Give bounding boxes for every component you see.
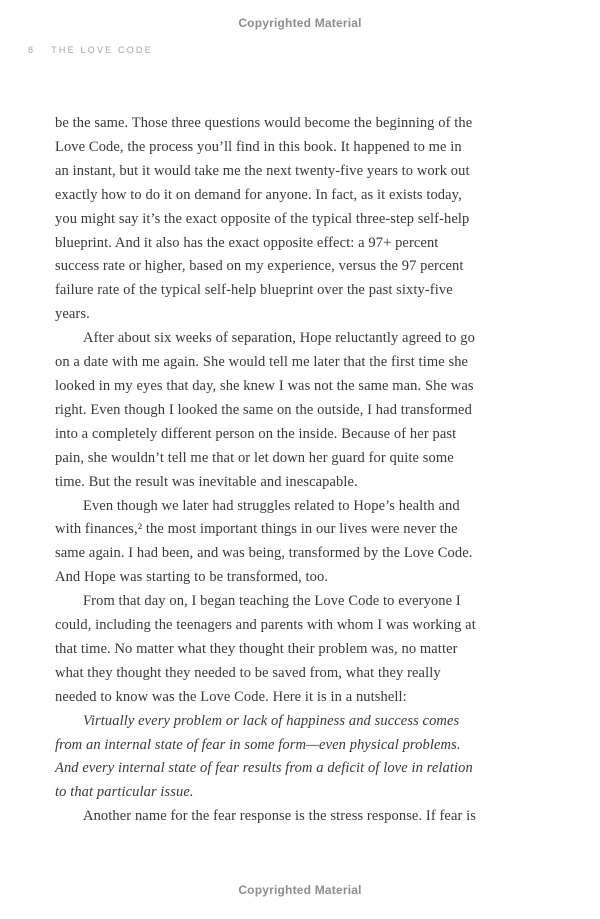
text-line: right. Even though I looked the same on the outside, I had transformed: [55, 401, 472, 418]
copyright-notice-top: Copyrighted Material: [238, 16, 362, 30]
text-line: Another name for the fear response is the stress response. If fear is: [83, 808, 477, 825]
text-line: into a completely different person on the inside. Because of her past: [55, 425, 457, 442]
body-text: [55, 112, 507, 829]
text-line: years.: [55, 306, 90, 323]
page-number: 8: [28, 45, 36, 55]
text-line: could, including the teenagers and parents with whom I was working at: [55, 617, 476, 634]
text-line: failure rate of the typical self-help blueprint over the past sixty-five: [55, 282, 453, 299]
text-line: from an internal state of fear in some form—even physical problems.: [55, 736, 461, 753]
paragraph: [55, 805, 507, 829]
text-line: needed to know was the Love Code. Here it is in a nutshell:: [55, 688, 407, 705]
text-line: with finances,² the most important things in our lives were never the: [55, 521, 458, 538]
running-header: [28, 45, 153, 55]
text-line: exactly how to do it on demand for anyone. In fact, as it exists today,: [55, 186, 462, 203]
text-line: you might say it’s the exact opposite of the typical three-step self-help: [55, 210, 470, 227]
text-line: From that day on, I began teaching the Love Code to everyone I: [83, 593, 461, 610]
text-line: same again. I had been, and was being, transformed by the Love Code.: [55, 545, 473, 562]
text-line: And Hope was starting to be transformed, too.: [55, 569, 329, 586]
text-line: that time. No matter what they thought their problem was, no matter: [55, 640, 458, 657]
text-line: blueprint. And it also has the exact opposite effect: a 97+ percent: [55, 234, 439, 251]
text-line: what they thought they needed to be saved from, what they really: [55, 664, 441, 681]
paragraph: [55, 495, 507, 591]
paragraph: [55, 590, 507, 710]
text-line: to that particular issue.: [55, 784, 194, 801]
text-line: Even though we later had struggles related to Hope’s health and: [83, 497, 460, 514]
text-line: success rate or higher, based on my experience, versus the 97 percent: [55, 258, 464, 275]
text-line: time. But the result was inevitable and inescapable.: [55, 473, 358, 490]
text-line: And every internal state of fear results from a deficit of love in relation: [55, 760, 473, 777]
text-line: After about six weeks of separation, Hope reluctantly agreed to go: [83, 330, 475, 347]
text-line: Virtually every problem or lack of happiness and success comes: [83, 712, 460, 729]
book-title: THE LOVE CODE: [51, 45, 153, 55]
text-line: be the same. Those three questions would become the beginning of the: [55, 115, 473, 131]
text-line: looked in my eyes that day, she knew I was not the same man. She was: [55, 377, 474, 394]
text-line: an instant, but it would take me the next twenty-five years to work out: [55, 162, 470, 179]
paragraph: [55, 112, 507, 327]
text-line: Love Code, the process you’ll find in this book. It happened to me in: [55, 138, 462, 155]
text-line: pain, she wouldn’t tell me that or let down her guard for quite some: [55, 449, 454, 466]
paragraph: [55, 710, 507, 806]
text-line: on a date with me again. She would tell me later that the first time she: [55, 354, 469, 371]
copyright-notice-bottom: Copyrighted Material: [238, 883, 362, 897]
paragraph: [55, 327, 507, 494]
